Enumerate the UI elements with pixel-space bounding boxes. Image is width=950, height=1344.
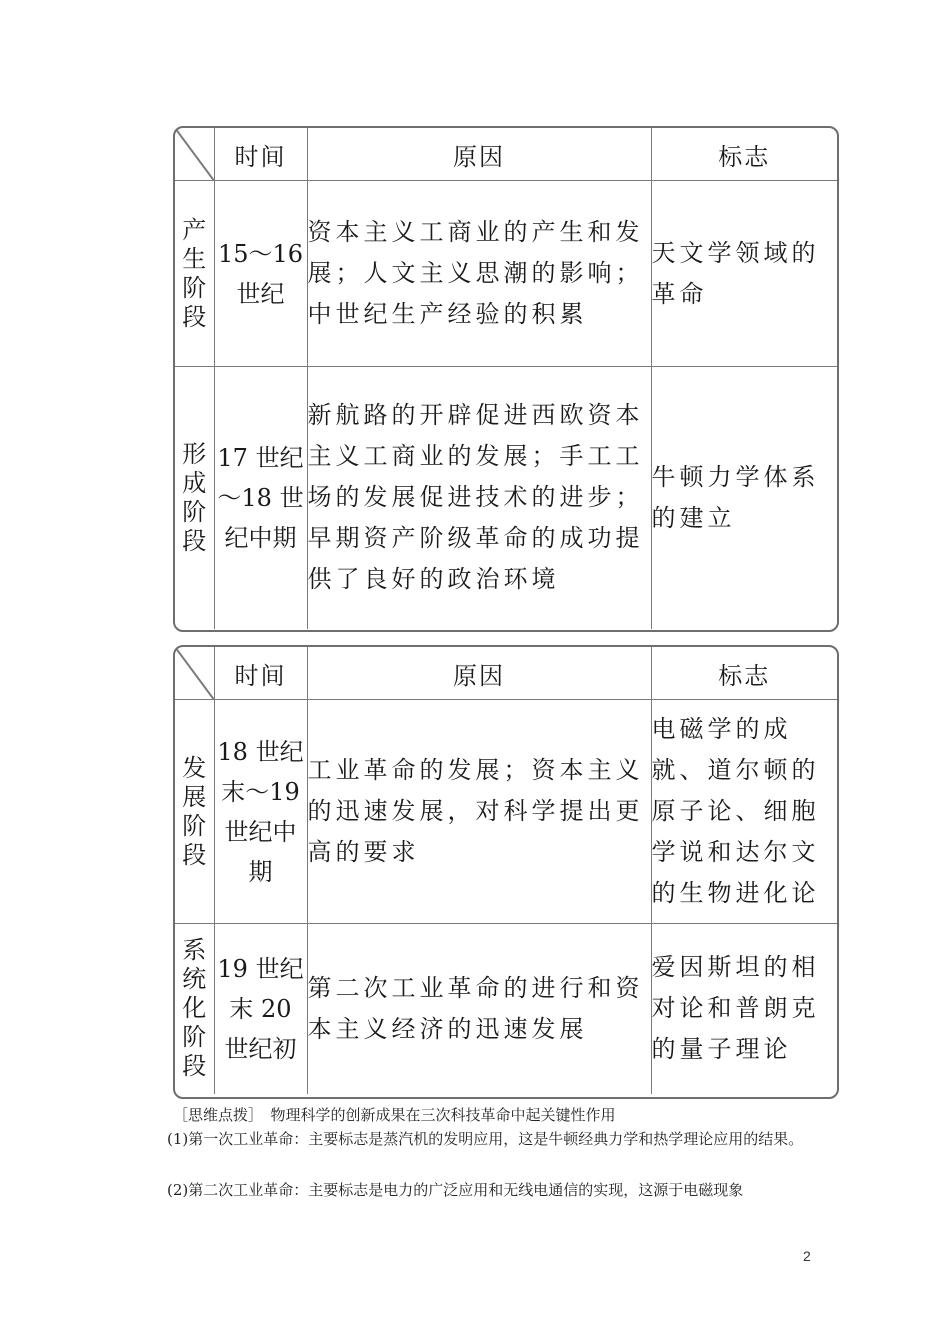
header-time: 时间 [214, 647, 307, 700]
table-header-row [175, 128, 837, 181]
note-paragraph-1: (1)第一次工业革命：主要标志是蒸汽机的发明应用，这是牛顿经典力学和热学理论应用的结果。 [137, 1130, 804, 1148]
stage-cell [175, 700, 214, 924]
stage-char: 阶 [182, 273, 207, 302]
note-paragraph-2: (2)第二次工业革命：主要标志是电力的广泛应用和无线电通信的实现，这源于电磁现象 [137, 1181, 744, 1199]
stage-char: 段 [182, 1052, 207, 1081]
reason-cell: 新航路的开辟促进西欧资本主义工商业的发展；手工工场的发展促进技术的进步；早期资产阶级革命的成功提供了良好的政治环境 [307, 367, 651, 629]
time-cell: 18 世纪末～19 世纪中期 [214, 700, 307, 924]
header-mark: 标志 [651, 128, 837, 181]
table-row [175, 181, 837, 367]
time-cell: 17 世纪～18 世纪中期 [214, 367, 307, 629]
stage-char: 形 [182, 439, 207, 468]
diagonal-corner-cell [175, 128, 214, 181]
mark-cell: 爱因斯坦的相对论和普朗克的量子理论 [651, 924, 837, 1094]
header-time: 时间 [214, 128, 307, 181]
table-2 [173, 645, 839, 1099]
stage-char: 发 [182, 753, 207, 782]
stage-char: 段 [182, 526, 207, 555]
stage-char: 化 [182, 994, 207, 1023]
diagonal-corner-cell [175, 647, 214, 700]
table-header-row [175, 647, 837, 700]
stage-char: 阶 [182, 497, 207, 526]
page-number: 2 [803, 1248, 811, 1264]
table-row [175, 367, 837, 629]
mark-cell: 天文学领域的革命 [651, 181, 837, 367]
stage-char: 阶 [182, 811, 207, 840]
stage-char: 展 [182, 782, 207, 811]
header-reason: 原因 [307, 128, 651, 181]
thinking-tip: ［思维点拨］ 物理科学的创新成果在三次科技革命中起关键性作用 [173, 1106, 616, 1124]
table-row [175, 700, 837, 924]
table-row [175, 924, 837, 1094]
reason-cell: 工业革命的发展；资本主义的迅速发展，对科学提出更高的要求 [307, 700, 651, 924]
stage-char: 生 [182, 244, 207, 273]
stage-cell [175, 181, 214, 367]
mark-cell: 电磁学的成就、道尔顿的原子论、细胞学说和达尔文的生物进化论 [651, 700, 837, 924]
stage-char: 成 [182, 468, 207, 497]
time-cell: 19 世纪末 20 世纪初 [214, 924, 307, 1094]
stage-char: 阶 [182, 1023, 207, 1052]
stage-char: 系 [182, 936, 207, 965]
stage-char: 段 [182, 840, 207, 869]
stage-char: 产 [182, 215, 207, 244]
stage-char: 段 [182, 302, 207, 331]
header-mark: 标志 [651, 647, 837, 700]
stage-char: 统 [182, 965, 207, 994]
reason-cell: 第二次工业革命的进行和资本主义经济的迅速发展 [307, 924, 651, 1094]
mark-cell: 牛顿力学体系的建立 [651, 367, 837, 629]
header-reason: 原因 [307, 647, 651, 700]
reason-cell: 资本主义工商业的产生和发展；人文主义思潮的影响；中世纪生产经验的积累 [307, 181, 651, 367]
stage-cell [175, 367, 214, 629]
stage-cell [175, 924, 214, 1094]
time-cell: 15～16 世纪 [214, 181, 307, 367]
table-1 [173, 126, 839, 632]
